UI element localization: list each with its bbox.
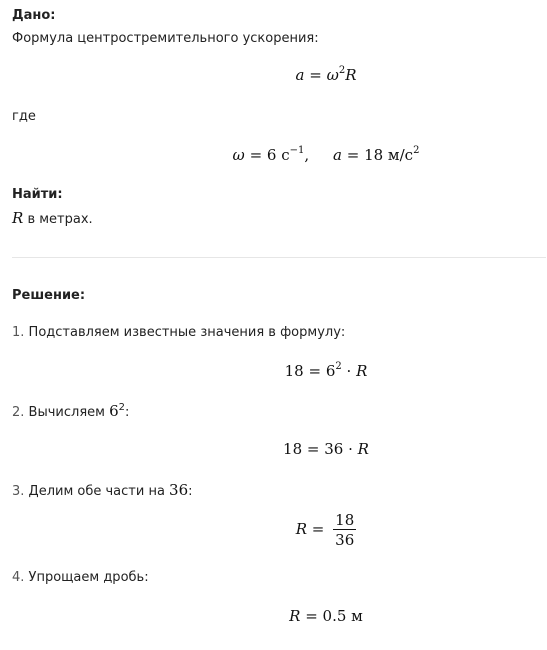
step-3-eq-var: R bbox=[295, 520, 308, 538]
step-4 bbox=[12, 570, 149, 585]
given-heading: Дано: bbox=[12, 8, 56, 23]
step-2-text: Вычисляем bbox=[28, 405, 110, 420]
formula-r: R bbox=[345, 66, 357, 84]
step-1-equation bbox=[0, 362, 547, 380]
fraction-numerator: 18 bbox=[335, 511, 355, 529]
step-3-number: 3. bbox=[12, 484, 25, 499]
step-2-colon: : bbox=[125, 405, 130, 420]
step-2-eq-left: 18 = 36 · bbox=[283, 440, 358, 458]
find-statement bbox=[12, 209, 93, 227]
value-sep: , bbox=[304, 146, 310, 164]
step-4-eq-rest: = 0.5 м bbox=[300, 607, 363, 625]
step-1-eq-var: R bbox=[356, 362, 368, 380]
step-3-equation bbox=[0, 512, 547, 548]
formula-eq: = bbox=[309, 66, 322, 84]
formula-omega: ω bbox=[326, 66, 339, 84]
step-3-colon: : bbox=[188, 484, 193, 499]
find-text: в метрах. bbox=[27, 212, 93, 227]
solution-heading: Решение: bbox=[12, 288, 86, 303]
step-4-text: Упрощаем дробь: bbox=[28, 570, 149, 585]
step-3 bbox=[12, 481, 193, 499]
step-2-equation bbox=[0, 440, 547, 458]
step-1-eq-dot: · bbox=[341, 362, 357, 380]
value-a-exp: 2 bbox=[413, 145, 420, 156]
step-1-number: 1. bbox=[12, 325, 25, 340]
fraction-denominator: 36 bbox=[335, 531, 355, 549]
step-1 bbox=[12, 325, 345, 340]
step-1-eq-exp: 2 bbox=[335, 361, 342, 372]
given-values bbox=[0, 146, 547, 164]
where-label: где bbox=[12, 109, 36, 124]
find-heading: Найти: bbox=[12, 187, 63, 202]
step-2-eq-var: R bbox=[357, 440, 369, 458]
value-a: = 18 м/с bbox=[346, 146, 414, 164]
step-2-base: 6 bbox=[109, 402, 119, 420]
step-1-eq-left: 18 = 6 bbox=[284, 362, 336, 380]
formula-centripetal bbox=[0, 66, 547, 84]
step-3-text: Делим обе части на bbox=[28, 484, 170, 499]
value-a-symbol: a bbox=[333, 146, 342, 164]
step-2-exp: 2 bbox=[118, 401, 125, 413]
step-3-value: 36 bbox=[169, 481, 189, 499]
step-2-number: 2. bbox=[12, 405, 25, 420]
step-2 bbox=[12, 402, 129, 420]
formula-exp: 2 bbox=[338, 65, 346, 76]
formula-intro: Формула центростремительного ускорения: bbox=[12, 31, 319, 46]
section-divider bbox=[12, 257, 546, 258]
value-omega: = 6 с bbox=[249, 146, 290, 164]
value-omega-exp: −1 bbox=[289, 145, 305, 156]
step-4-equation bbox=[0, 607, 547, 625]
value-omega-symbol: ω bbox=[232, 146, 245, 164]
step-1-text: Подставляем известные значения в формулу: bbox=[28, 325, 346, 340]
step-4-eq-var: R bbox=[289, 607, 301, 625]
formula-lhs: a bbox=[295, 66, 305, 84]
find-var: R bbox=[12, 209, 24, 227]
step-4-number: 4. bbox=[12, 570, 25, 585]
step-3-eq-sign: = bbox=[307, 520, 325, 538]
step-3-fraction bbox=[333, 512, 356, 548]
